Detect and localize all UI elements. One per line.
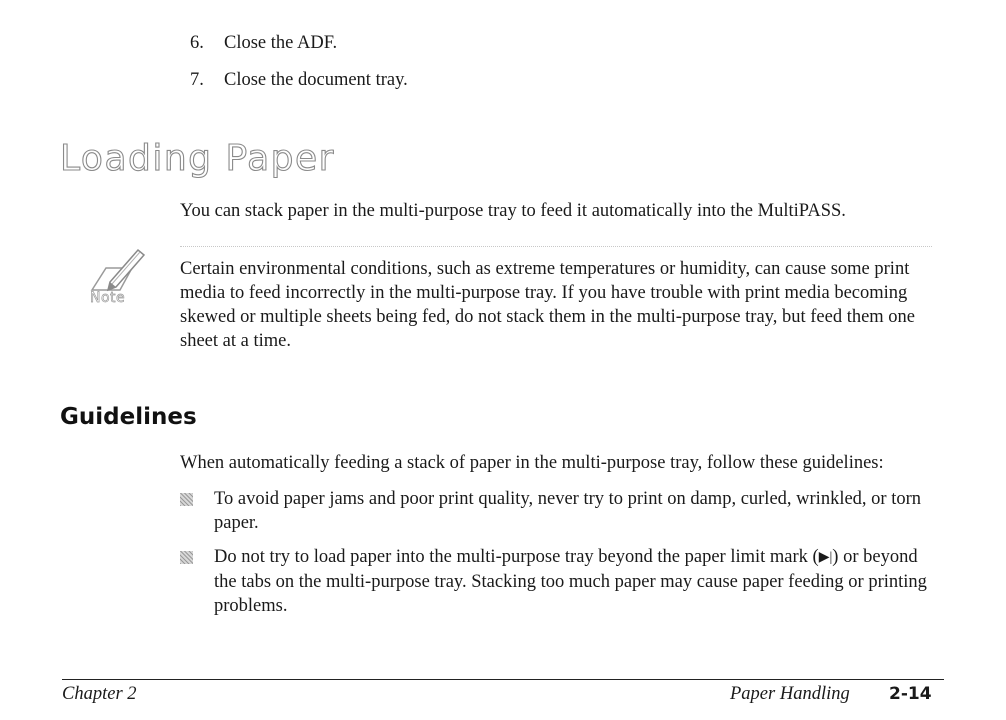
- page-number: 2-14: [889, 684, 932, 704]
- bullet-text-pre: Do not try to load paper into the multi-purpose tray beyond the paper limit mark (: [214, 547, 819, 567]
- note-pencil-icon: [86, 246, 150, 314]
- footer-chapter: Chapter 2: [62, 684, 137, 704]
- subsection-title: Guidelines: [60, 404, 197, 430]
- step-number: 6.: [190, 33, 204, 53]
- step-7: [190, 70, 408, 91]
- bullet-text: [214, 545, 944, 618]
- bullet-text-post: ) or beyond the tabs on the multi-purpose tray. Stacking too much paper may cause paper feeding or printing problems.: [214, 547, 927, 616]
- bullet-text: To avoid paper jams and poor print quality, never try to print on damp, curled, wrinkled, or torn paper.: [214, 489, 922, 533]
- section-title: Loading Paper: [60, 138, 335, 179]
- step-number: 7.: [190, 70, 204, 90]
- footer-section: Paper Handling: [730, 684, 850, 704]
- step-6: [190, 33, 337, 54]
- footer-rule: [62, 679, 944, 680]
- note-divider: [180, 246, 932, 247]
- bullet-square-icon: [180, 493, 193, 506]
- step-text: Close the document tray.: [224, 70, 408, 90]
- section-intro: You can stack paper in the multi-purpose tray to feed it automatically into the MultiPASS.: [180, 201, 846, 221]
- step-text: Close the ADF.: [224, 33, 338, 53]
- bullet-square-icon: [180, 551, 193, 564]
- paper-limit-mark-icon: ▶|: [818, 550, 833, 565]
- guidelines-intro: When automatically feeding a stack of paper in the multi-purpose tray, follow these guidelines:: [180, 453, 884, 473]
- note-label: Note: [90, 290, 126, 306]
- note-text: Certain environmental conditions, such as extreme temperatures or humidity, can cause some print media to feed incorrectly in the multi-purpose tray. If you have trouble with print media becoming skewed or multiple sheets being fed, do not stack them in the multi-purpose tray, but feed them one sheet at a time.: [180, 259, 916, 351]
